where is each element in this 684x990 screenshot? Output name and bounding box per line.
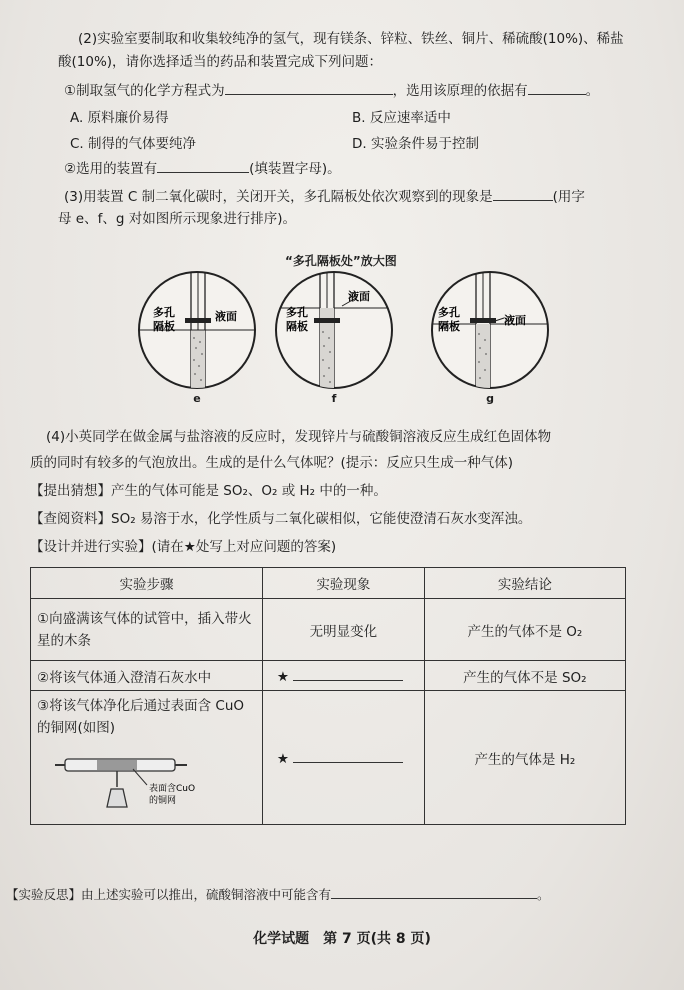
row2-phenomenon[interactable] xyxy=(262,661,424,691)
q3-line1-suffix: (用字 xyxy=(552,189,585,205)
q3-line2: 母 e、f、g 对如图所示现象进行排序)。 xyxy=(58,211,296,227)
figure-label-e: e xyxy=(193,392,201,405)
row3-step xyxy=(31,691,263,825)
q3-line1-prefix: (3)用装置 C 制二氧化碳时，关闭开关，多孔隔板处依次观察到的现象是 xyxy=(64,189,493,205)
q4-line1: (4)小英同学在做金属与盐溶液的反应时，发现锌片与硫酸铜溶液反应生成红色固体物 xyxy=(46,429,552,445)
q2-item2-suffix: (填装置字母)。 xyxy=(249,161,341,177)
plate-label-g-2: 隔板 xyxy=(438,320,460,333)
star-marker: ★ xyxy=(276,669,290,685)
q2-item2-prefix: ②选用的装置有 xyxy=(64,161,158,177)
row2-step: ②将该气体通入澄清石灰水中 xyxy=(31,661,263,691)
option-a: A. 原料廉价易得 xyxy=(70,110,169,126)
q4-line2: 质的同时有较多的气泡放出。生成的是什么气体呢？(提示：反应只生成一种气体) xyxy=(30,455,514,471)
row3-step-text: ③将该气体净化后通过表面含 CuO 的铜网(如图) xyxy=(37,698,245,736)
row1-step: ①向盛满该气体的试管中，插入带火星的木条 xyxy=(31,599,263,661)
liquid-label-f: 液面 xyxy=(348,290,370,303)
figure-caption: “多孔隔板处”放大图 xyxy=(285,254,397,268)
liquid-label-e: 液面 xyxy=(215,310,237,323)
option-b: B. 反应速率适中 xyxy=(352,110,451,126)
q2-item1-prefix: ①制取氢气的化学方程式为 xyxy=(64,83,225,99)
header-conclusion: 实验结论 xyxy=(424,568,625,599)
row2-conclusion: 产生的气体不是 SO₂ xyxy=(424,661,625,691)
star-marker: ★ xyxy=(276,751,290,767)
figure-label-f: f xyxy=(331,392,337,405)
row3-phenomenon[interactable] xyxy=(262,691,424,825)
reflection-blank[interactable] xyxy=(331,884,537,899)
figure-label-g: g xyxy=(486,392,494,405)
equation-blank[interactable] xyxy=(225,80,393,95)
q4-info: 【查阅资料】SO₂ 易溶于水，化学性质与二氧化碳相似，它能使澄清石灰水变浑浊。 xyxy=(30,511,532,527)
magnified-figure-f xyxy=(272,268,396,392)
q3-line1 xyxy=(64,186,585,206)
q2-item1 xyxy=(64,80,599,100)
table-row xyxy=(31,691,626,825)
q2-item2 xyxy=(64,158,341,178)
apparatus-diagram xyxy=(37,745,237,815)
q2-item1-mid: ，选用该原理的依据有 xyxy=(392,83,528,99)
device-blank[interactable] xyxy=(157,158,249,173)
experiment-table xyxy=(30,567,626,825)
magnified-figure-e xyxy=(135,268,259,392)
q2-item1-end: 。 xyxy=(585,83,600,99)
plate-label-f-2: 隔板 xyxy=(286,320,308,333)
header-phenomenon: 实验现象 xyxy=(262,568,424,599)
q2-intro-line2: 酸(10%)，请你选择适当的药品和装置完成下列问题： xyxy=(58,54,383,70)
liquid-label-g: 液面 xyxy=(504,314,526,327)
option-d: D. 实验条件易于控制 xyxy=(352,136,479,152)
page-footer: 化学试题 第 7 页(共 8 页) xyxy=(253,931,431,947)
plate-label-f-1: 多孔 xyxy=(286,306,308,319)
plate-label-g-1: 多孔 xyxy=(438,306,460,319)
q4-design: 【设计并进行实验】(请在★处写上对应问题的答案) xyxy=(30,539,337,555)
row1-phenomenon: 无明显变化 xyxy=(262,599,424,661)
plate-label-e-1: 多孔 xyxy=(153,306,175,319)
q2-intro-line1: (2)实验室要制取和收集较纯净的氢气，现有镁条、锌粒、铁丝、铜片、稀硫酸(10%)、稀盐 xyxy=(78,31,624,47)
table-header-row xyxy=(31,568,626,599)
table-row xyxy=(31,599,626,661)
phenomenon-blank-3[interactable] xyxy=(293,748,403,763)
q4-guess: 【提出猜想】产生的气体可能是 SO₂、O₂ 或 H₂ 中的一种。 xyxy=(30,483,387,499)
reflection-end: 。 xyxy=(537,887,550,902)
reflection-prefix: 【实验反思】由上述实验可以推出，硫酸铜溶液中可能含有 xyxy=(6,887,332,902)
magnified-figure-g xyxy=(428,268,552,392)
phenomenon-blank-2[interactable] xyxy=(293,666,403,681)
row3-conclusion: 产生的气体是 H₂ xyxy=(424,691,625,825)
reflection-line xyxy=(6,884,550,904)
table-row xyxy=(31,661,626,691)
basis-blank[interactable] xyxy=(528,80,586,95)
option-c: C. 制得的气体要纯净 xyxy=(70,136,197,152)
plate-label-e-2: 隔板 xyxy=(153,320,175,333)
row1-conclusion: 产生的气体不是 O₂ xyxy=(424,599,625,661)
apparatus-label-2: 的铜网 xyxy=(149,796,177,806)
apparatus-label-1: 表面含CuO xyxy=(149,784,196,794)
order-blank[interactable] xyxy=(493,186,553,201)
header-step: 实验步骤 xyxy=(31,568,263,599)
